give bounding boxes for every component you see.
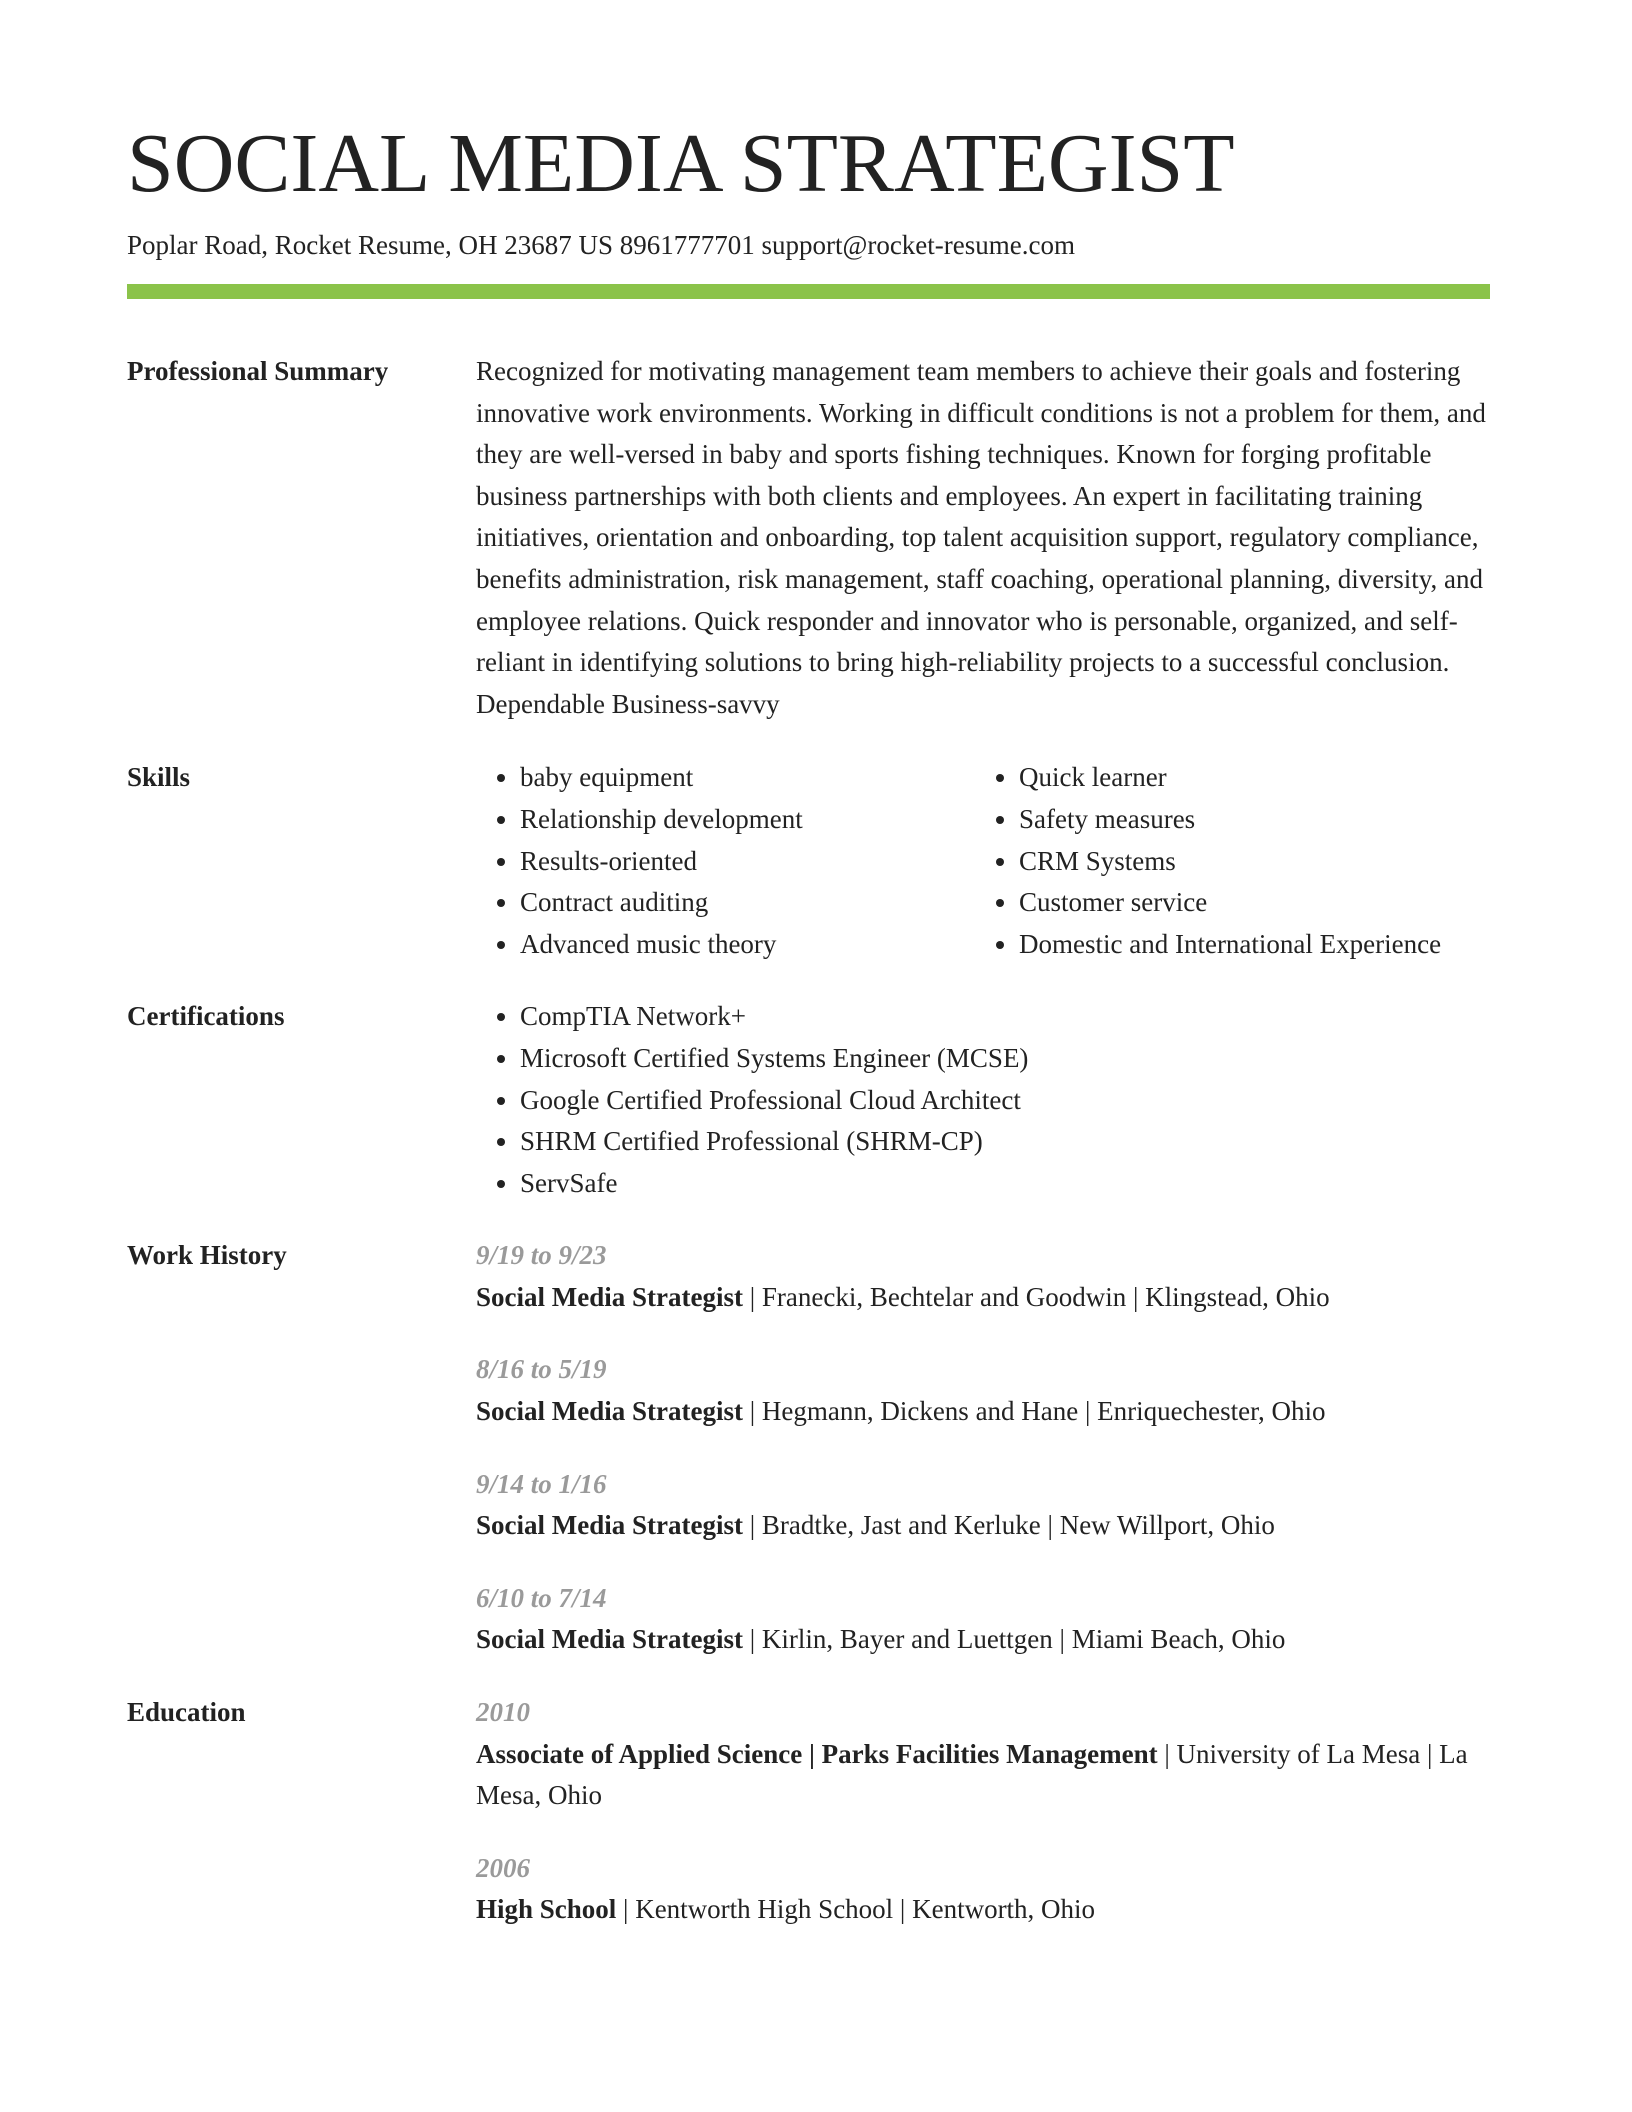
work-history-body [476, 1235, 1490, 1661]
summary-heading: Professional Summary [127, 356, 389, 386]
job-details: | Hegmann, Dickens and Hane | Enriquechester, Ohio [742, 1396, 1326, 1427]
certification-item: • Google Certified Professional Cloud Architect [520, 1080, 1490, 1122]
skill-item: • baby equipment [520, 757, 975, 799]
education-heading: Education [127, 1697, 246, 1728]
resume-title: SOCIAL MEDIA STRATEGIST [127, 117, 1235, 210]
job-details: | Franecki, Bechtelar and Goodwin | Klingstead, Ohio [742, 1281, 1330, 1312]
certifications-body [476, 996, 1490, 1204]
resume-content [127, 351, 1490, 1931]
job-title: Social Media Strategist [476, 1624, 743, 1655]
education-entry [476, 1692, 1490, 1817]
degree-title: Associate of Applied Science | Parks Facilities Management [476, 1738, 1158, 1769]
skill-item: • Customer service [1019, 882, 1490, 924]
education-body [476, 1692, 1490, 1931]
work-history-heading: Work History [127, 1240, 287, 1271]
skill-item: • Safety measures [1019, 799, 1490, 841]
work-line [476, 1505, 1490, 1547]
work-entry [476, 1464, 1490, 1547]
skill-item: • Relationship development [520, 799, 975, 841]
skills-section [127, 757, 1490, 965]
work-entry [476, 1578, 1490, 1661]
education-details: | University of La Mesa | La Mesa, Ohio [476, 1738, 1468, 1811]
certifications-list [476, 996, 1490, 1204]
certifications-section [127, 996, 1490, 1204]
job-title: Social Media Strategist [476, 1510, 743, 1541]
education-date: 2010 [476, 1697, 530, 1728]
skill-item: • Quick learner [1019, 757, 1490, 799]
skills-body [476, 757, 1490, 965]
job-title: Social Media Strategist [476, 1281, 743, 1312]
work-date: 9/14 to 1/16 [476, 1468, 607, 1499]
certification-item: • CompTIA Network+ [520, 996, 1490, 1038]
work-entry [476, 1349, 1490, 1432]
summary-section [127, 351, 1490, 725]
skill-item: • Domestic and International Experience [1019, 924, 1490, 966]
skill-item: • CRM Systems [1019, 841, 1490, 883]
education-details: | Kentworth High School | Kentworth, Ohio [616, 1894, 1096, 1925]
work-line [476, 1391, 1490, 1433]
certifications-heading: Certifications [127, 1001, 285, 1032]
contact-line: Poplar Road, Rocket Resume, OH 23687 US 8961777701 support@rocket-resume.com [127, 230, 1075, 260]
certification-item: • SHRM Certified Professional (SHRM-CP) [520, 1121, 1490, 1163]
job-details: | Bradtke, Jast and Kerluke | New Willport, Ohio [742, 1510, 1275, 1541]
education-line [476, 1734, 1490, 1817]
job-details: | Kirlin, Bayer and Luettgen | Miami Beach, Ohio [742, 1624, 1286, 1655]
degree-title: High School [476, 1894, 617, 1925]
education-entry [476, 1848, 1490, 1931]
skill-item: • Advanced music theory [520, 924, 975, 966]
work-line [476, 1277, 1490, 1319]
work-date: 9/19 to 9/23 [476, 1240, 607, 1271]
work-entry [476, 1235, 1490, 1318]
education-section [127, 1692, 1490, 1931]
skill-item: • Contract auditing [520, 882, 975, 924]
education-date: 2006 [476, 1852, 530, 1883]
skill-item: • Results-oriented [520, 841, 975, 883]
summary-body [476, 351, 1490, 725]
job-title: Social Media Strategist [476, 1396, 743, 1427]
certification-item: • Microsoft Certified Systems Engineer (MCSE) [520, 1038, 1490, 1080]
education-line [476, 1889, 1490, 1931]
skills-list-left [476, 757, 975, 965]
skills-list-right [975, 757, 1490, 965]
accent-divider [127, 284, 1490, 299]
work-line [476, 1619, 1490, 1661]
summary-text: Recognized for motivating management team members to achieve their goals and fostering innovative work environments. Working in difficult conditions is not a problem for them, and they are well-versed in baby and sports fishing techniques. Known for forging profitable business partnerships with both clients and employees. An expert in facilitating training initiatives, orientation and onboarding, top talent acquisition support, regulatory compliance, benefits administration, risk management, staff coaching, operational planning, diversity, and employee relations. Quick responder and innovator who is personable, organized, and self-reliant in identifying solutions to bring high-reliability projects to a successful conclusion. Dependable Business-savvy [476, 356, 1486, 719]
work-date: 6/10 to 7/14 [476, 1582, 607, 1613]
work-history-section [127, 1235, 1490, 1661]
skills-heading: Skills [127, 762, 191, 793]
work-date: 8/16 to 5/19 [476, 1354, 607, 1385]
certification-item: • ServSafe [520, 1163, 1490, 1205]
